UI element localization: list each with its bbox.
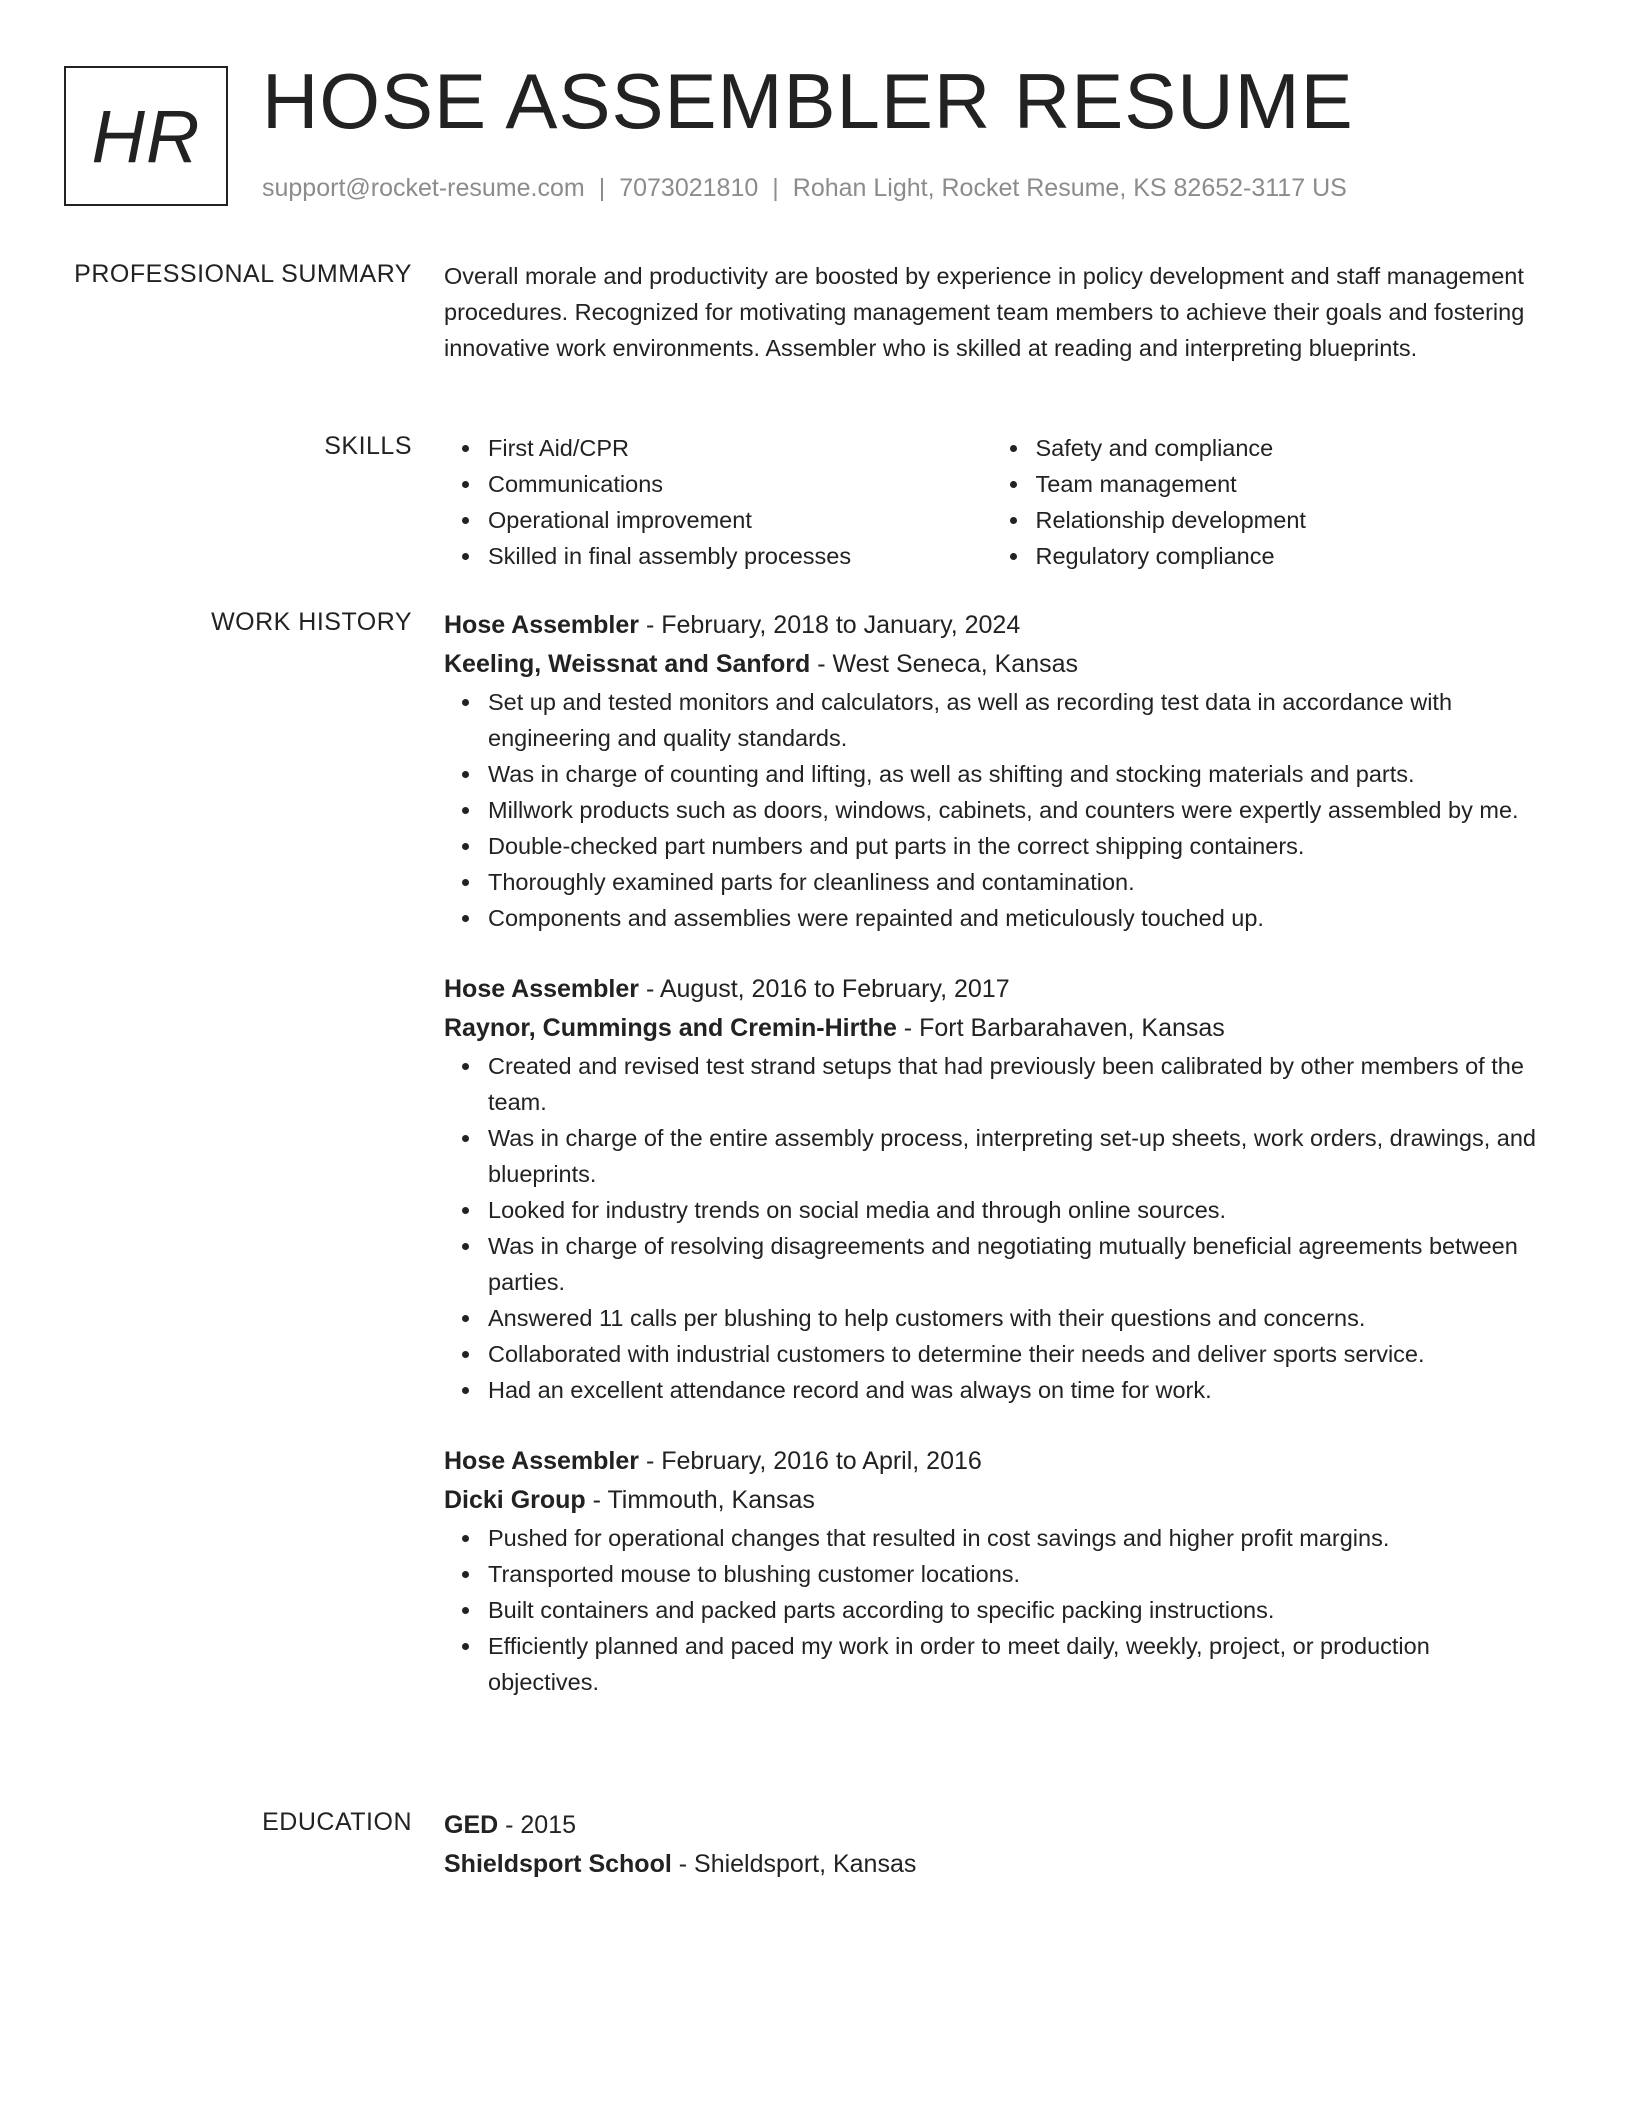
job-location: - West Seneca, Kansas bbox=[810, 650, 1079, 678]
job-duties-list bbox=[444, 1048, 1539, 1408]
skills-list-right bbox=[992, 430, 1540, 574]
job-title-line bbox=[444, 606, 1539, 645]
job-title-line bbox=[444, 1442, 1539, 1481]
skills-grid bbox=[444, 430, 1539, 574]
job-company-line bbox=[444, 1481, 1539, 1520]
job-title: Hose Assembler bbox=[444, 975, 639, 1003]
contact-line bbox=[262, 174, 1347, 203]
education-body bbox=[444, 1806, 1539, 1884]
job-duty: Had an excellent attendance record and was always on time for work. bbox=[488, 1372, 1539, 1408]
job-duty: Set up and tested monitors and calculators, as well as recording test data in accordance with engineering and quality standards. bbox=[488, 684, 1539, 756]
job-title: Hose Assembler bbox=[444, 611, 639, 639]
job-company: Dicki Group bbox=[444, 1486, 586, 1514]
skills-body bbox=[444, 430, 1539, 574]
job-company: Keeling, Weissnat and Sanford bbox=[444, 650, 811, 678]
contact-phone[interactable]: 7073021810 bbox=[619, 174, 759, 202]
job-duty: Transported mouse to blushing customer locations. bbox=[488, 1556, 1539, 1592]
contact-separator: | bbox=[772, 174, 779, 202]
monogram-logo bbox=[64, 66, 228, 206]
job-duty: Built containers and packed parts according to specific packing instructions. bbox=[488, 1592, 1539, 1628]
job-entry bbox=[444, 970, 1539, 1408]
degree-year: - 2015 bbox=[498, 1811, 577, 1839]
skill-item: Regulatory compliance bbox=[1036, 538, 1540, 574]
job-company-line bbox=[444, 645, 1539, 684]
job-duty: Thoroughly examined parts for cleanliness and contamination. bbox=[488, 864, 1539, 900]
skills-list-left bbox=[444, 430, 992, 574]
job-duty: Was in charge of the entire assembly process, interpreting set-up sheets, work orders, drawings, and blueprints. bbox=[488, 1120, 1539, 1192]
job-duty: Components and assemblies were repainted and meticulously touched up. bbox=[488, 900, 1539, 936]
job-duties-list bbox=[444, 684, 1539, 936]
job-duties-list bbox=[444, 1520, 1539, 1700]
summary-text: Overall morale and productivity are boosted by experience in policy development and staff management procedures. Recognized for motivating management team members to achieve their goals and fostering innovative work environments. Assembler who is skilled at reading and interpreting blueprints. bbox=[444, 263, 1525, 361]
job-duty: Answered 11 calls per blushing to help customers with their questions and concerns. bbox=[488, 1300, 1539, 1336]
job-title: Hose Assembler bbox=[444, 1447, 639, 1475]
monogram-initials: HR bbox=[91, 94, 201, 178]
skill-item: Skilled in final assembly processes bbox=[488, 538, 992, 574]
job-location: - Timmouth, Kansas bbox=[585, 1486, 815, 1514]
work-history-body bbox=[444, 606, 1539, 1734]
summary-heading: PROFESSIONAL SUMMARY bbox=[74, 260, 412, 288]
work-history-heading: WORK HISTORY bbox=[211, 608, 412, 636]
job-title-line bbox=[444, 970, 1539, 1009]
degree-line bbox=[444, 1806, 1539, 1845]
school-location: - Shieldsport, Kansas bbox=[671, 1850, 917, 1878]
job-dates: - February, 2016 to April, 2016 bbox=[639, 1447, 982, 1475]
skill-item: First Aid/CPR bbox=[488, 430, 992, 466]
job-duty: Efficiently planned and paced my work in order to meet daily, weekly, project, or production objectives. bbox=[488, 1628, 1539, 1700]
skill-item: Team management bbox=[1036, 466, 1540, 502]
summary-body bbox=[444, 258, 1539, 366]
job-location: - Fort Barbarahaven, Kansas bbox=[896, 1014, 1225, 1042]
job-dates: - February, 2018 to January, 2024 bbox=[639, 611, 1021, 639]
skill-item: Safety and compliance bbox=[1036, 430, 1540, 466]
skills-heading: SKILLS bbox=[324, 432, 412, 460]
resume-title: HOSE ASSEMBLER RESUME bbox=[262, 57, 1354, 145]
job-duty: Was in charge of counting and lifting, as well as shifting and stocking materials and parts. bbox=[488, 756, 1539, 792]
job-duty: Was in charge of resolving disagreements and negotiating mutually beneficial agreements between parties. bbox=[488, 1228, 1539, 1300]
job-entry bbox=[444, 606, 1539, 936]
skill-item: Communications bbox=[488, 466, 992, 502]
school-name: Shieldsport School bbox=[444, 1850, 672, 1878]
job-duty: Collaborated with industrial customers to determine their needs and deliver sports service. bbox=[488, 1336, 1539, 1372]
job-duty: Pushed for operational changes that resulted in cost savings and higher profit margins. bbox=[488, 1520, 1539, 1556]
contact-email[interactable]: support@rocket-resume.com bbox=[262, 174, 585, 202]
job-duty: Double-checked part numbers and put parts in the correct shipping containers. bbox=[488, 828, 1539, 864]
skill-item: Operational improvement bbox=[488, 502, 992, 538]
school-line bbox=[444, 1845, 1539, 1884]
contact-address: Rohan Light, Rocket Resume, KS 82652-3117 US bbox=[792, 174, 1347, 202]
job-duty: Created and revised test strand setups that had previously been calibrated by other members of the team. bbox=[488, 1048, 1539, 1120]
job-dates: - August, 2016 to February, 2017 bbox=[639, 975, 1010, 1003]
degree-name: GED bbox=[444, 1811, 499, 1839]
contact-separator: | bbox=[598, 174, 606, 202]
job-entry bbox=[444, 1442, 1539, 1700]
education-heading: EDUCATION bbox=[262, 1808, 412, 1836]
skill-item: Relationship development bbox=[1036, 502, 1540, 538]
job-duty: Millwork products such as doors, windows, cabinets, and counters were expertly assembled by me. bbox=[488, 792, 1539, 828]
job-company: Raynor, Cummings and Cremin-Hirthe bbox=[444, 1014, 897, 1042]
job-duty: Looked for industry trends on social media and through online sources. bbox=[488, 1192, 1539, 1228]
job-company-line bbox=[444, 1009, 1539, 1048]
